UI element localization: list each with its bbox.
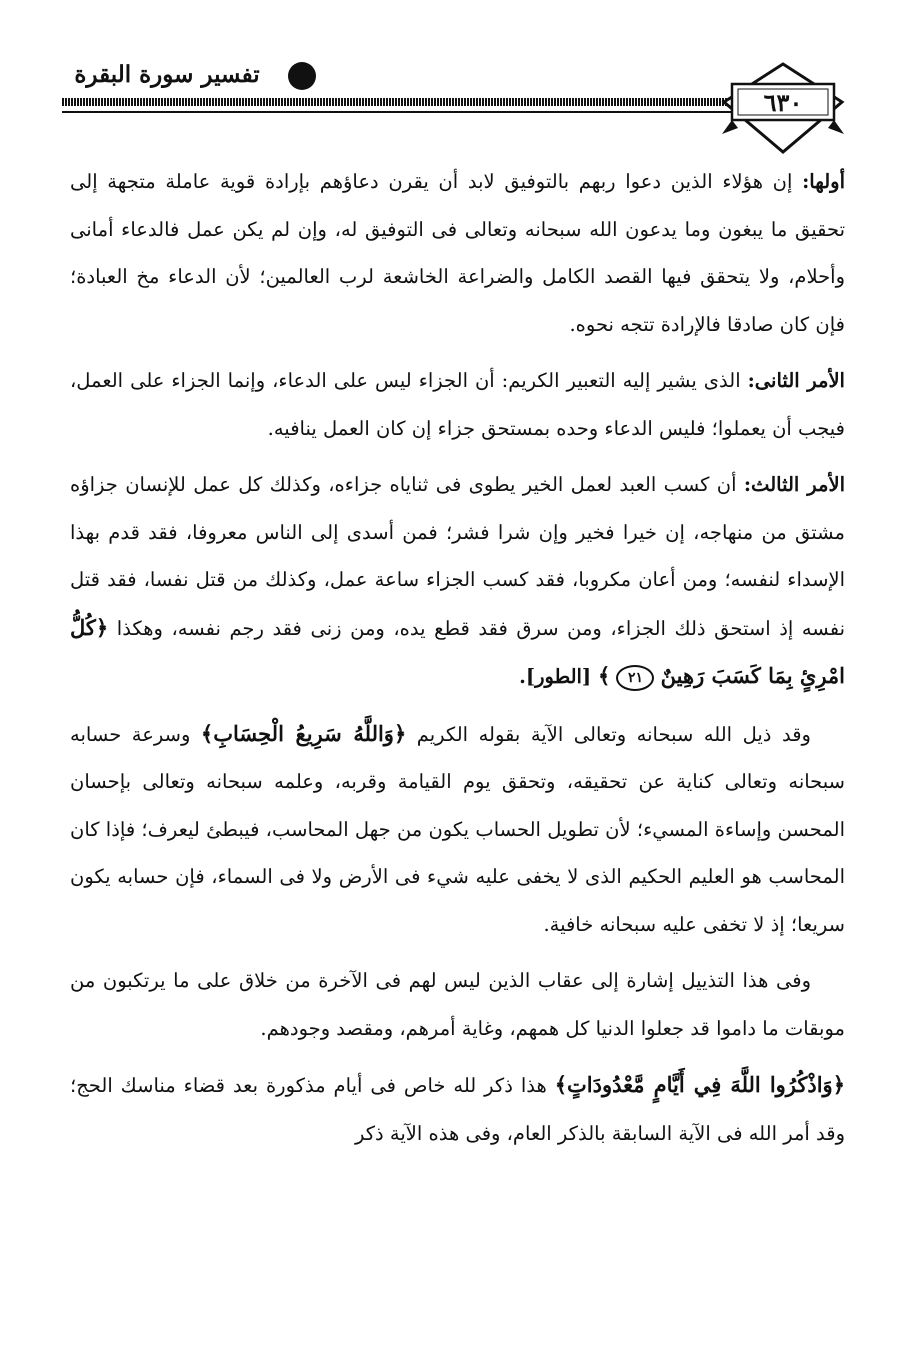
paragraph-4 xyxy=(70,710,845,949)
paragraph-text: وفى هذا التذييل إشارة إلى عقاب الذين ليس لهم فى الآخرة من خلاق على ما يرتكبون من موبقات ما داموا قد جعلوا الدنيا كل همهم، وغاية أمرهم، ومقصد وجودهم. xyxy=(70,969,845,1040)
paragraph-text: وسرعة حسابه سبحانه وتعالى كناية عن تحقيقه، وتحقق يوم القيامة وقربه، وعلمه سبحانه وتعالى بإحسان المحسن وإساءة المسيء؛ لأن تطويل الحساب يكون من جهل المحاسب، فيبطئ ليعرف؛ فإذا كان المحاسب هو العليم الحكيم الذى لا يخفى عليه شيء فى الأرض ولا فى السماء، فإن حسابه يكون سريعا؛ إذ لا تخفى عليه سبحانه خافية. xyxy=(70,722,845,936)
paragraph-5 xyxy=(70,957,845,1052)
surah-reference: [الطور]. xyxy=(519,665,598,688)
running-head-title: تفسير سورة البقرة xyxy=(74,61,260,88)
ayah-number: ٢١ xyxy=(616,665,654,691)
page-header xyxy=(0,0,922,160)
page-body xyxy=(70,158,845,1166)
paragraph-lead: الأمر الثالث: xyxy=(743,473,845,496)
paragraph-3 xyxy=(70,461,845,701)
quran-verse: ﴿وَاذْكُرُوا اللَّهَ فِي أَيَّامٍ مَّعْدُودَاتٍ﴾ xyxy=(554,1072,846,1097)
paragraph-text: هذا ذكر لله خاص فى أيام مذكورة بعد قضاء مناسك الحج؛ وقد أمر الله فى الآية السابقة بالذكر العام، وفى هذه الآية ذكر xyxy=(70,1074,845,1145)
quran-verse: ﴿كُلُّ امْرِئٍ بِمَا كَسَبَ رَهِينٌ xyxy=(70,614,845,688)
quran-verse: ﴿وَاللَّهُ سَرِيعُ الْحِسَابِ﴾ xyxy=(200,720,407,746)
paragraph-text: إن هؤلاء الذين دعوا ربهم بالتوفيق لابد أن يقرن دعاؤهم بإرادة قوية عاملة متجهة إلى تحقيق ما يبغون وما يدعون الله سبحانه وتعالى فى التوفيق له، وإن لم يكن عمل فالدعاء أمانى وأحلام، ولا يتحقق فيها القصد الكامل والضراعة الخاشعة لرب العالمين؛ لأن الدعاء مخ العبادة؛ فإن كان صادقا فالإرادة تتجه نحوه. xyxy=(70,170,845,336)
header-bullet-icon xyxy=(288,62,316,90)
page-number: ٦٣٠ xyxy=(763,88,803,117)
paragraph-text: أن كسب العبد لعمل الخير يطوى فى ثناياه جزاءه، وكذلك كل عمل للإنسان جزاؤه مشتق من منهاجه، إن خيرا فخير وإن شرا فشر؛ فمن أسدى إلى الناس معروفا، فقد قدم بهذا الإسداء لنفسه؛ ومن أعان مكروبا، فقد كسب الجزاء ساعة عمل، وكذلك من قتل نفسا، فقد قتل نفسه إذ استحق ذلك الجزاء، ومن سرق فقد قطع يده، ومن زنى فقد رجم نفسه، وهكذا xyxy=(70,473,845,640)
header-rule-thin xyxy=(62,111,800,113)
verse-close: ﴾ xyxy=(597,663,611,688)
header-rule xyxy=(62,98,800,106)
paragraph-text-before: وقد ذيل الله سبحانه وتعالى الآية بقوله الكريم xyxy=(406,722,811,746)
paragraph-lead: أولها: xyxy=(802,170,845,193)
paragraph-2 xyxy=(70,357,845,452)
paragraph-1 xyxy=(70,158,845,348)
paragraph-6 xyxy=(70,1061,845,1157)
paragraph-lead: الأمر الثانى: xyxy=(747,369,845,392)
paragraph-text: الذى يشير إليه التعبير الكريم: أن الجزاء ليس على الدعاء، وإنما الجزاء على العمل، فيجب أن يعملوا؛ فليس الدعاء وحده بمستحق جزاء إن كان العمل ينافيه. xyxy=(70,369,845,440)
